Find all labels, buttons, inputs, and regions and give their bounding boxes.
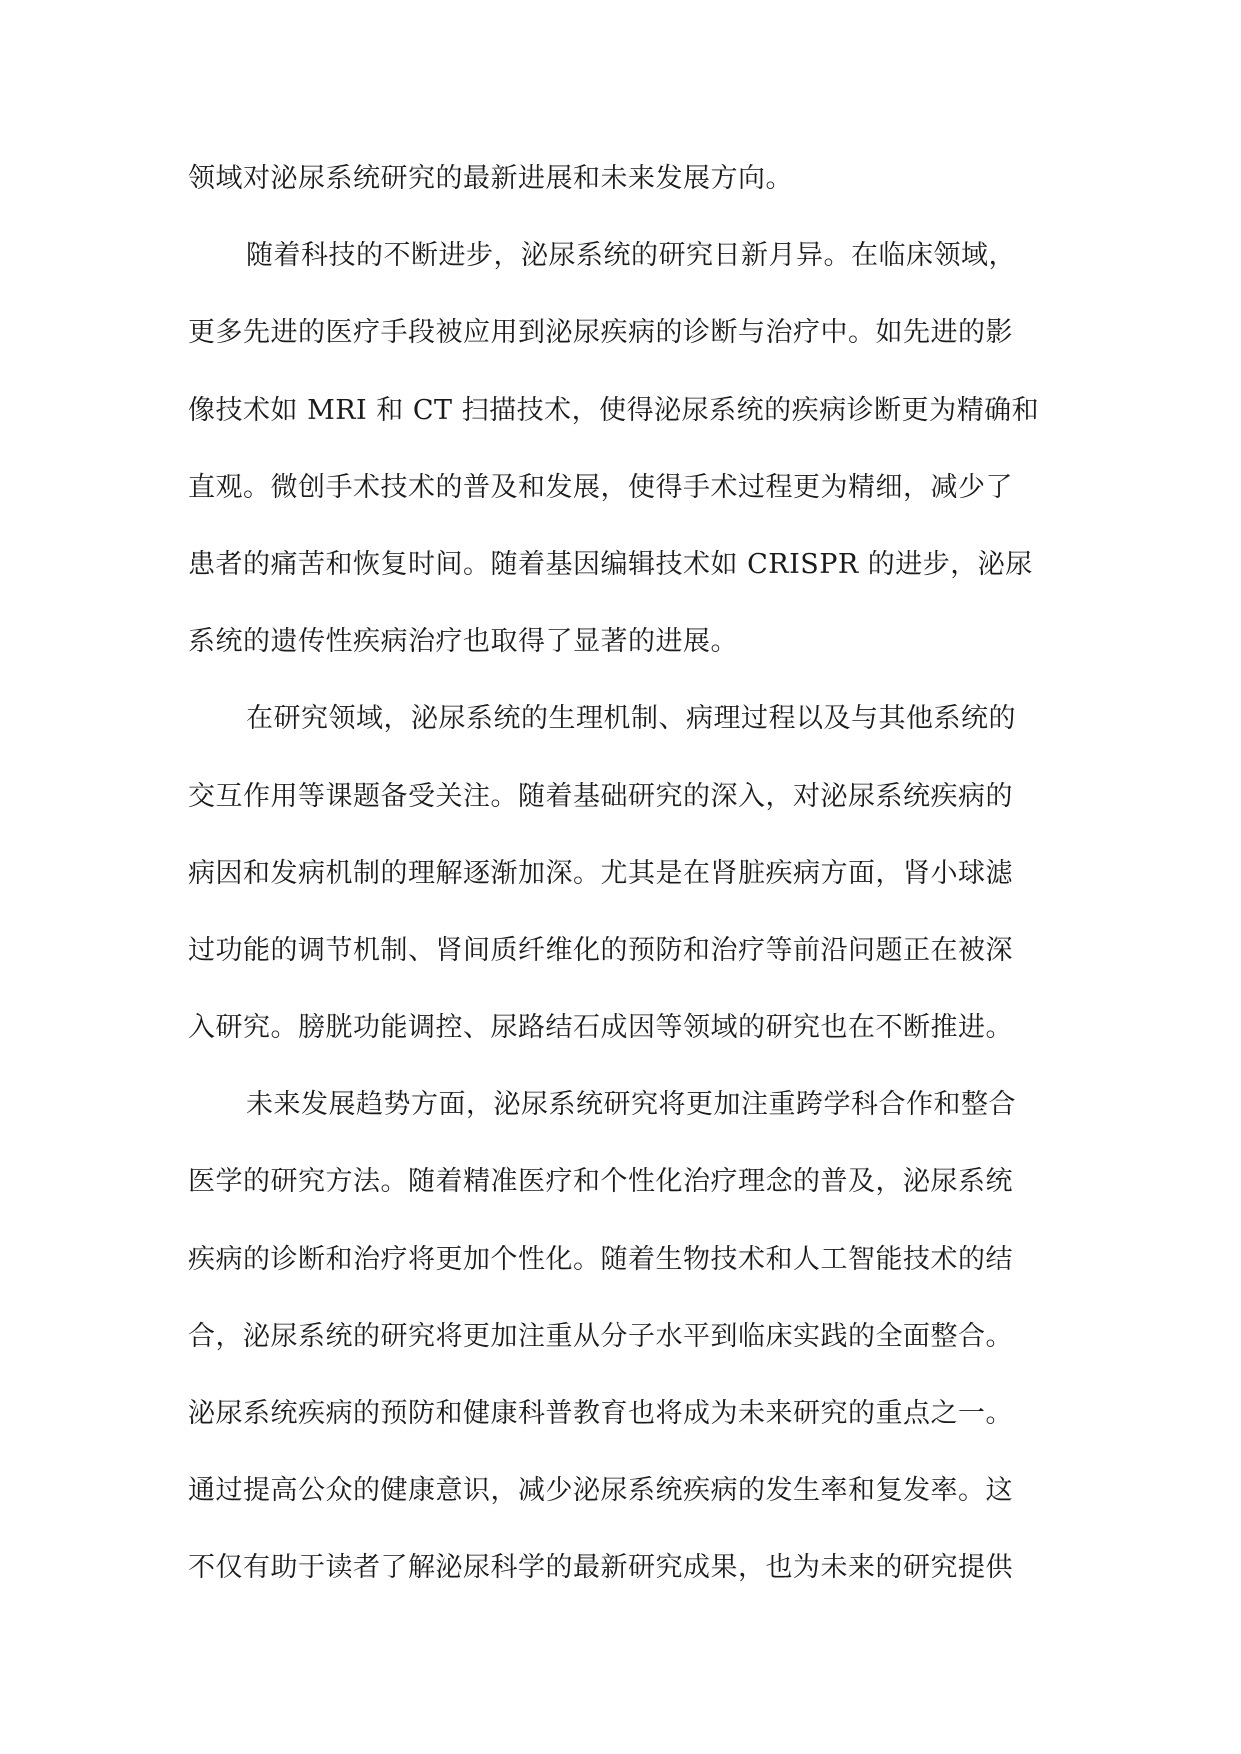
text-line: 疾病的诊断和治疗将更加个性化。随着生物技术和人工智能技术的结 bbox=[188, 1243, 1013, 1275]
text-line: 领域对泌尿系统研究的最新进展和未来发展方向。 bbox=[188, 163, 793, 194]
paragraph-start-line: 未来发展趋势方面，泌尿系统研究将更加注重跨学科合作和整合 bbox=[246, 1089, 1016, 1121]
text-line: 交互作用等课题备受关注。随着基础研究的深入，对泌尿系统疾病的 bbox=[188, 780, 1013, 812]
text-line: 更多先进的医疗手段被应用到泌尿疾病的诊断与治疗中。如先进的影 bbox=[188, 317, 1013, 349]
body-text bbox=[188, 140, 1068, 1607]
text-line: 像技术如 MRI 和 CT 扫描技术，使得泌尿系统的疾病诊断更为精确和 bbox=[188, 394, 1040, 426]
text-line: 通过提高公众的健康意识，减少泌尿系统疾病的发生率和复发率。这 bbox=[188, 1475, 1013, 1507]
text-line: 过功能的调节机制、肾间质纤维化的预防和治疗等前沿问题正在被深 bbox=[188, 934, 1013, 966]
text-line: 医学的研究方法。随着精准医疗和个性化治疗理念的普及，泌尿系统 bbox=[188, 1166, 1013, 1198]
text-line: 合，泌尿系统的研究将更加注重从分子水平到临床实践的全面整合。 bbox=[188, 1320, 1013, 1352]
text-line: 不仅有助于读者了解泌尿科学的最新研究成果，也为未来的研究提供 bbox=[188, 1552, 1013, 1584]
text-line: 入研究。膀胱功能调控、尿路结石成因等领域的研究也在不断推进。 bbox=[188, 1012, 1013, 1044]
text-line: 直观。微创手术技术的普及和发展，使得手术过程更为精细，减少了 bbox=[188, 471, 1013, 503]
paragraph-start-line: 在研究领域，泌尿系统的生理机制、病理过程以及与其他系统的 bbox=[246, 703, 1016, 735]
text-line: 病因和发病机制的理解逐渐加深。尤其是在肾脏疾病方面，肾小球滤 bbox=[188, 857, 1013, 889]
text-line: 泌尿系统疾病的预防和健康科普教育也将成为未来研究的重点之一。 bbox=[188, 1398, 1013, 1429]
text-line: 系统的遗传性疾病治疗也取得了显著的进展。 bbox=[188, 626, 738, 658]
text-line: 患者的痛苦和恢复时间。随着基因编辑技术如 CRISPR 的进步，泌尿 bbox=[188, 548, 1033, 580]
paragraph-start-line: 随着科技的不断进步，泌尿系统的研究日新月异。在临床领域， bbox=[246, 240, 1016, 272]
